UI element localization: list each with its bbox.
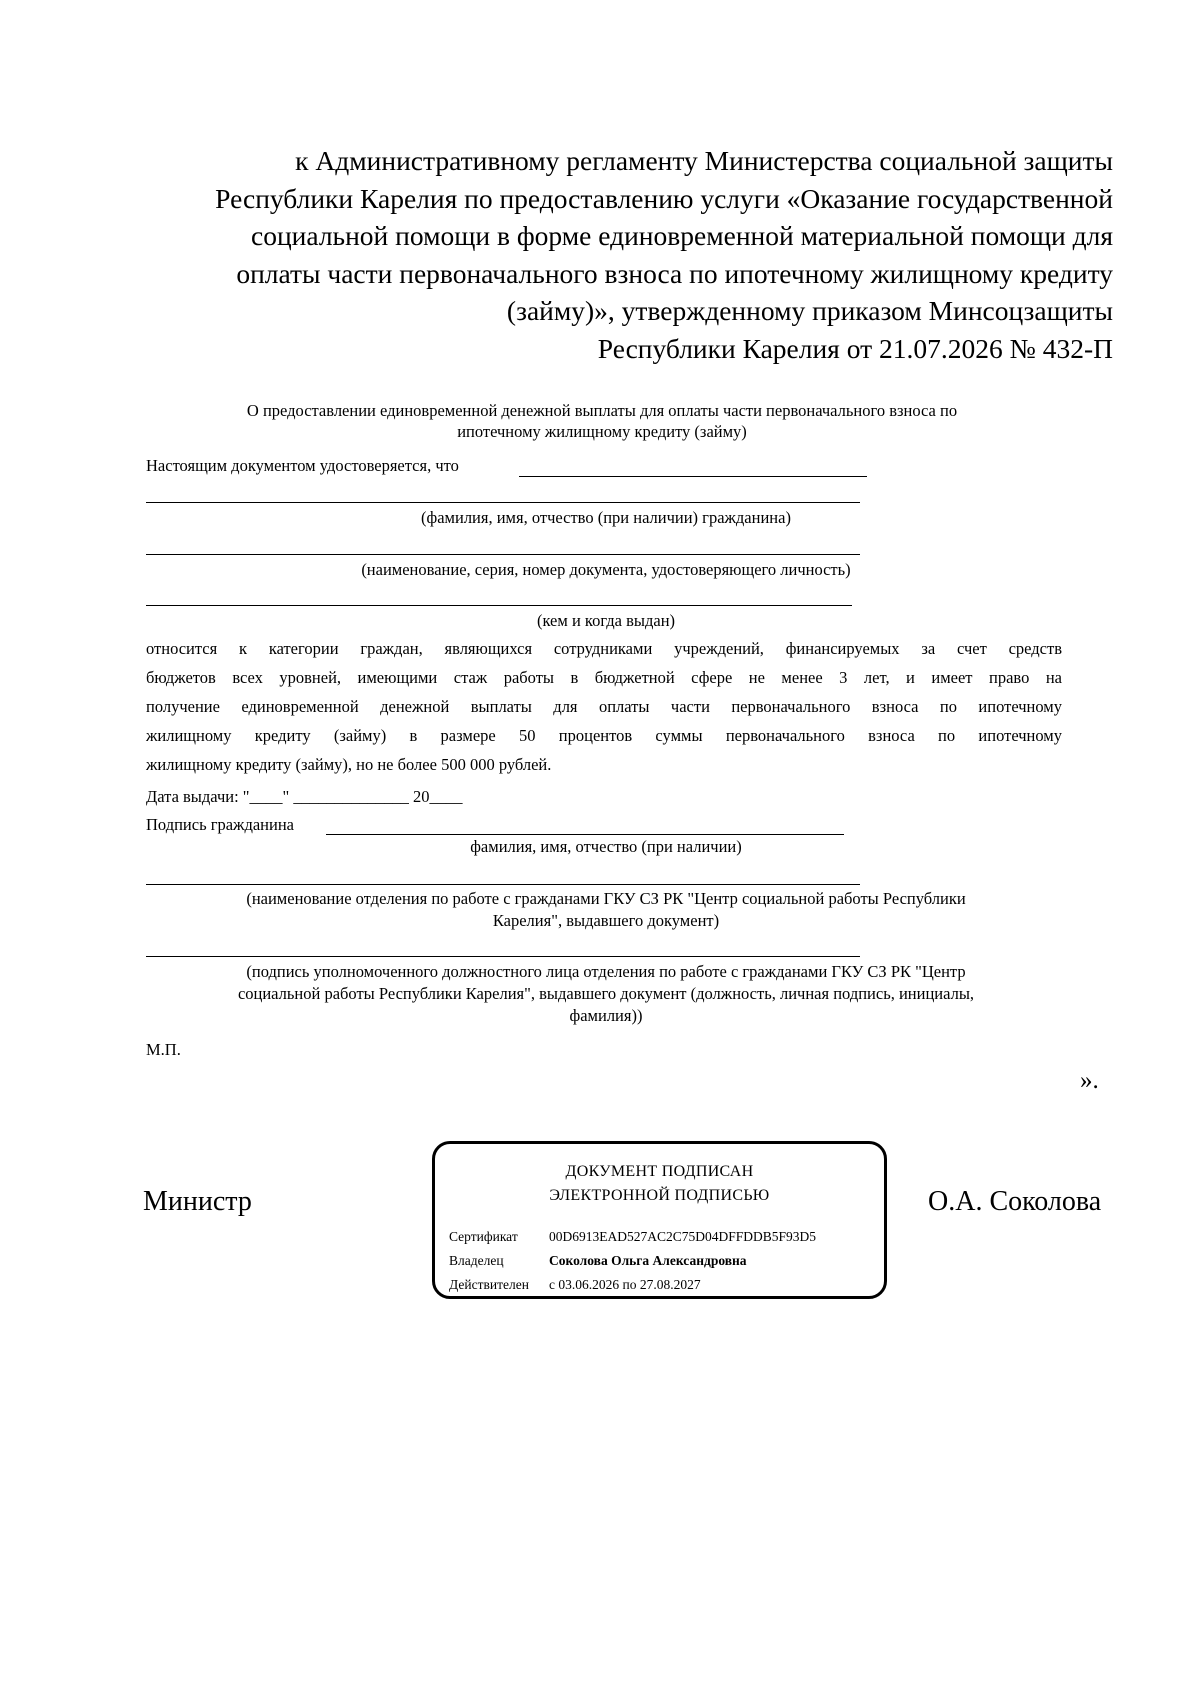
header-line: социальной помощи в форме единовременной материальной помощи для [250,220,1113,251]
fill-line [146,554,860,555]
certificate-label: Сертификат [449,1229,518,1244]
certify-label: Настоящим документом удостоверяется, что [146,456,459,475]
header-line: к Административному регламенту Министерства социальной защиты [295,145,1113,176]
valid-value: с 03.06.2026 по 27.08.2027 [549,1277,701,1292]
caption-department [146,888,1066,932]
stamp-certificate-row [449,1228,816,1246]
caption-line: социальной работы Республики Карелия", выдавшего документ (должность, личная подпись, инициалы, [237,984,975,1003]
minister-title: Министр [143,1186,252,1217]
stamp-validity-row [449,1276,701,1294]
fill-line [146,502,860,503]
stamp-owner-row [449,1252,747,1270]
caption-line: Карелия", выдавшего документ) [492,911,720,930]
electronic-signature-stamp [432,1141,887,1299]
caption-issued: (кем и когда выдан) [536,611,676,630]
header-line: Республики Карелия по предоставлению услуги «Оказание государственной [215,182,1113,214]
body-line: жилищному кредиту (займу) в размере 50 процентов суммы первоначального взноса по ипотечному [146,726,1062,745]
caption-line: (наименование отделения по работе с гражданами ГКУ СЗ РК "Центр социальной работы Республики [246,889,966,908]
stamp-title [435,1160,884,1208]
caption-signature: фамилия, имя, отчество (при наличии) [470,837,742,856]
body-line: бюджетов всех уровней, имеющими стаж работы в бюджетной сфере не менее 3 лет, и имеет право на [146,668,1062,687]
closing-mark: ». [1080,1067,1099,1094]
form-title [146,400,1058,442]
caption-fio: (фамилия, имя, отчество (при наличии) гражданина) [421,508,791,527]
fill-line [326,834,844,835]
caption-line: фамилия)) [569,1006,643,1025]
header-line: оплаты части первоначального взноса по ипотечному жилищному кредиту [236,257,1113,289]
valid-label: Действителен [449,1277,529,1292]
caption-line: (подпись уполномоченного должностного лица отделения по работе с гражданами ГКУ СЗ РК "Центр [246,962,966,981]
caption-official [146,961,1066,1027]
fill-line [519,476,867,477]
form-title-line: О предоставлении единовременной денежной выплаты для оплаты части первоначального взноса по [246,401,958,420]
issue-date-label: Дата выдачи: "____" ______________ 20____ [146,787,463,806]
body-line: жилищному кредиту (займу), но не более 500 000 рублей. [146,755,552,774]
fill-line [146,884,860,885]
seal-place-label: М.П. [146,1040,181,1059]
form-title-line: ипотечному жилищному кредиту (займу) [457,422,747,441]
signer-name: О.А. Соколова [928,1186,1102,1217]
fill-line [146,956,860,957]
fill-line [146,605,852,606]
regulation-header [150,142,1113,367]
owner-label: Владелец [449,1253,504,1268]
header-line: Республики Карелия от 21.07.2026 № 432-П [597,332,1113,364]
body-paragraph [146,634,1062,779]
body-line: относится к категории граждан, являющихся сотрудниками учреждений, финансируемых за счет средств [146,639,1062,658]
body-line: получение единовременной денежной выплаты для оплаты части первоначального взноса по ипотечному [146,697,1062,716]
header-line: (займу)», утвержденному приказом Минсоцзащиты [506,295,1113,326]
owner-value: Соколова Ольга Александровна [549,1253,747,1268]
signature-label: Подпись гражданина [146,815,294,834]
stamp-title-line: ДОКУМЕНТ ПОДПИСАН [565,1163,754,1180]
stamp-title-line: ЭЛЕКТРОННОЙ ПОДПИСЬЮ [549,1187,770,1204]
caption-document: (наименование, серия, номер документа, удостоверяющего личность) [361,560,851,579]
certificate-value: 00D6913EAD527AC2C75D04DFFDDB5F93D5 [549,1229,817,1244]
